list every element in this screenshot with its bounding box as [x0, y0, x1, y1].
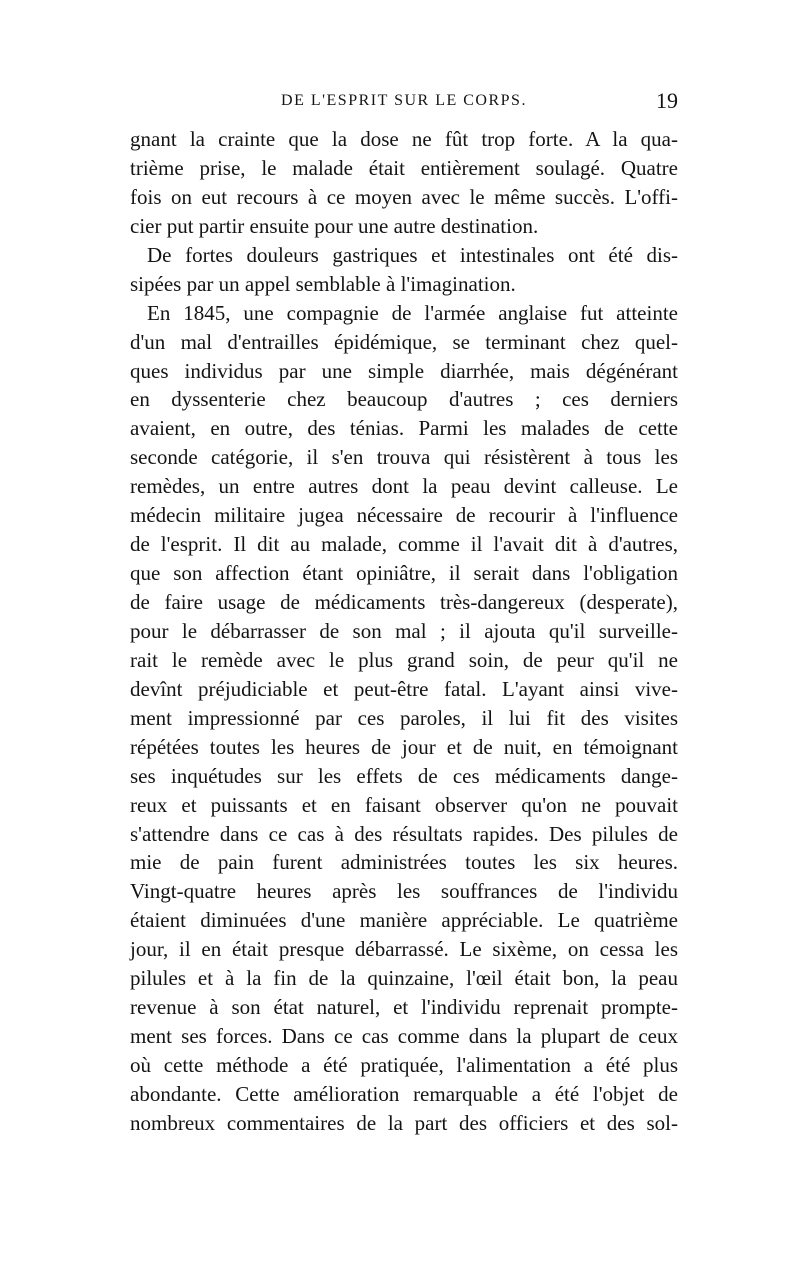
text-line: remèdes, un entre autres dont la peau devint calleuse. Le: [130, 474, 678, 499]
text-line: reux et puissants et en faisant observer qu'on ne pouvait: [130, 792, 678, 817]
running-head: [130, 88, 678, 120]
page-number: 19: [656, 88, 678, 113]
text-line: mie de pain furent administrées toutes les six heures.: [130, 850, 678, 875]
text-line: nombreux commentaires de la part des officiers et des sol-: [130, 1110, 678, 1135]
text-line: seconde catégorie, il s'en trouva qui résistèrent à tous les: [130, 445, 678, 470]
text-line: rait le remède avec le plus grand soin, de peur qu'il ne: [130, 647, 678, 672]
text-line: pilules et à la fin de la quinzaine, l'œil était bon, la peau: [130, 966, 678, 991]
text-line: s'attendre dans ce cas à des résultats rapides. Des pilules de: [130, 821, 678, 846]
text-line: avaient, en outre, des ténias. Parmi les malades de cette: [130, 416, 678, 441]
text-line: fois on eut recours à ce moyen avec le même succès. L'offi-: [130, 184, 678, 209]
text-line: de l'esprit. Il dit au malade, comme il l'avait dit à d'autres,: [130, 532, 678, 557]
text-line: revenue à son état naturel, et l'individu reprenait prompte-: [130, 995, 678, 1020]
text-line: ses inquétudes sur les effets de ces médicaments dange-: [130, 763, 678, 788]
text-line: de faire usage de médicaments très-dangereux (desperate),: [130, 590, 678, 614]
text-line: ment ses forces. Dans ce cas comme dans la plupart de ceux: [130, 1024, 678, 1049]
text-line: De fortes douleurs gastriques et intestinales ont été dis-: [147, 242, 678, 267]
running-title: DE L'ESPRIT SUR LE CORPS.: [281, 92, 527, 109]
text-line: cier put partir ensuite pour une autre destination.: [130, 213, 539, 238]
text-line: ques individus par une simple diarrhée, mais dégénérant: [130, 358, 678, 383]
text-line: trième prise, le malade était entièrement soulagé. Quatre: [130, 155, 678, 180]
text-line: En 1845, une compagnie de l'armée anglaise fut atteinte: [147, 300, 678, 325]
text-line: abondante. Cette amélioration remarquable a été l'objet de: [130, 1081, 678, 1106]
text-line: ment impressionné par ces paroles, il lui fit des visites: [130, 705, 678, 730]
body-text: [130, 125, 678, 1138]
text-line: où cette méthode a été pratiquée, l'alimentation a été plus: [130, 1053, 678, 1077]
text-line: sipées par un appel semblable à l'imagination.: [130, 271, 516, 296]
text-line: jour, il en était presque débarrassé. Le sixème, on cessa les: [130, 937, 678, 962]
text-line: en dyssenterie chez beaucoup d'autres ; ces derniers: [130, 387, 678, 412]
text-line: devînt préjudiciable et peut-être fatal. L'ayant ainsi vive-: [130, 676, 678, 701]
text-line: d'un mal d'entrailles épidémique, se terminant chez quel-: [130, 329, 678, 354]
text-line: pour le débarrasser de son mal ; il ajouta qu'il surveille-: [130, 618, 678, 643]
text-line: répétées toutes les heures de jour et de nuit, en témoignant: [130, 734, 678, 759]
text-line: que son affection étant opiniâtre, il serait dans l'obligation: [130, 561, 678, 586]
text-line: gnant la crainte que la dose ne fût trop forte. A la qua-: [130, 127, 678, 151]
text-line: médecin militaire jugea nécessaire de recourir à l'influence: [130, 503, 678, 528]
text-line: Vingt-quatre heures après les souffrances de l'individu: [130, 879, 678, 904]
text-line: étaient diminuées d'une manière appréciable. Le quatrième: [130, 908, 678, 933]
